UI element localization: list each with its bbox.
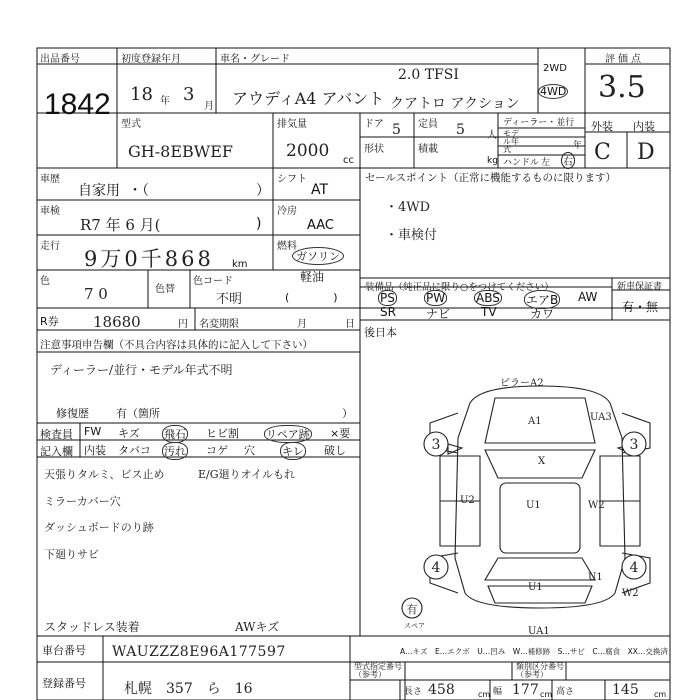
exterior-label: 外装 xyxy=(591,120,613,133)
first-reg-month-unit: 月 xyxy=(204,101,214,112)
model-code-label: 型式 xyxy=(121,119,141,130)
tire-rear-left: 4 xyxy=(431,560,441,576)
grade-top: 2.0 TFSI xyxy=(398,67,459,83)
color-value: 7 0 xyxy=(84,285,108,303)
exterior-grade: C xyxy=(594,140,611,165)
mark-u2: U2 xyxy=(460,495,475,506)
length-value: 458 xyxy=(428,682,455,698)
spec-number-label: 型式指定番号（参考） xyxy=(354,662,402,679)
equip-ps: PS xyxy=(380,291,395,305)
insp-dirt: 汚れ xyxy=(162,442,188,460)
capacity-value: 5 xyxy=(456,122,465,138)
equip-sr: SR xyxy=(380,305,396,319)
tire-rear-right: 4 xyxy=(629,560,639,576)
car-damage-diagram xyxy=(400,368,670,638)
first-reg-label: 初度登録年月 xyxy=(121,54,181,65)
mark-x: X xyxy=(538,456,546,467)
insp-broken: 破し xyxy=(324,444,346,457)
ac-label: 冷房 xyxy=(277,206,297,217)
insp-crack: ヒビ割 xyxy=(206,427,239,440)
repair-close: ） xyxy=(342,407,353,420)
insp-burn: コゲ xyxy=(206,444,228,457)
fuel-other: ( ) xyxy=(285,291,338,304)
interior-label: 内装 xyxy=(633,120,655,133)
vin-label: 車台番号 xyxy=(42,644,86,657)
model-name-label: 車名・グレード xyxy=(220,54,290,65)
doors-value: 5 xyxy=(392,122,401,138)
grade-sub: クアトロ アクション xyxy=(390,96,520,112)
mark-ua3: UA3 xyxy=(590,412,612,423)
doors-label: ドア xyxy=(364,119,384,130)
mileage-unit: km xyxy=(232,259,248,270)
color-code-label: 色コード xyxy=(193,276,233,287)
displacement-unit: cc xyxy=(343,155,354,166)
spare-tire-mark: 有 xyxy=(406,603,418,616)
shaken-value: R7 年 6 月( xyxy=(80,216,161,234)
mark-u1-side: U1 xyxy=(588,572,603,583)
mark-a1: A1 xyxy=(528,416,542,427)
name-change-month: 月 xyxy=(297,319,307,330)
displacement-value: 2000 xyxy=(286,141,330,161)
interior-grade: D xyxy=(637,140,655,165)
load-label: 積載 xyxy=(418,144,438,155)
dealer-label: ディーラー・並行 xyxy=(503,118,575,128)
insp-interior: 内装 xyxy=(84,444,106,457)
insp-scratch: キズ xyxy=(118,427,140,440)
capacity-label: 定員 xyxy=(418,119,438,130)
mark-u1-rear: U1 xyxy=(528,582,543,593)
sales-label: セールスポイント（正常に機能するものに限ります） xyxy=(365,172,617,184)
insp-repair: リペア跡 xyxy=(264,425,312,443)
fuel-label: 燃料 xyxy=(277,241,297,252)
model-code: GH-8EBWEF xyxy=(128,142,233,161)
height-unit: cm xyxy=(654,690,667,699)
vin-value: WAUZZZ8E96A177597 xyxy=(112,644,286,660)
diagram-top-note: ピラーA2 xyxy=(500,378,544,389)
remark-side-2: AWキズ xyxy=(235,620,280,634)
model-year-unit: 年 xyxy=(573,141,583,151)
length-label: 長さ xyxy=(404,687,423,697)
warranty-label: 新車保証書 xyxy=(617,282,663,292)
vehicle-name: アウディA4 アバント xyxy=(232,89,385,108)
sales-point-1: ・4WD xyxy=(385,200,431,215)
history-value: 自家用 xyxy=(78,183,120,199)
remark-side-1: E/G廻りオイルもれ xyxy=(198,468,295,481)
mark-w2-right: W2 xyxy=(588,500,605,511)
capacity-unit: 人 xyxy=(487,130,497,141)
lot-label: 出品番号 xyxy=(40,54,80,65)
shape-label: 形状 xyxy=(364,144,384,155)
remark-3: ダッシュボードのり跡 xyxy=(44,521,154,534)
plate-label: 登録番号 xyxy=(42,677,86,690)
color-change-label: 色替 xyxy=(155,284,175,295)
width-unit: cm xyxy=(540,690,553,699)
equip-aw: AW xyxy=(578,290,598,304)
recycle-unit: 円 xyxy=(178,319,188,330)
mileage-label: 走行 xyxy=(40,241,60,252)
lot-number: 1842 xyxy=(44,88,111,121)
shaken-close: ) xyxy=(256,216,262,232)
height-value: 145 xyxy=(612,682,639,698)
model-year-label: モデル年式 xyxy=(503,129,519,154)
name-change-label: 名変期限 xyxy=(199,319,239,330)
remark-5: スタッドレス装着 xyxy=(44,620,140,634)
remark-4: 下廻りサビ xyxy=(44,548,99,561)
first-reg-month: 3 xyxy=(183,84,195,105)
class-number-label: 類別区分番号（参考） xyxy=(516,662,564,679)
score-value: 3.5 xyxy=(598,70,646,105)
shift-label: シフト xyxy=(277,174,307,185)
entry-label: 記入欄 xyxy=(40,445,73,458)
shift-value: AT xyxy=(311,182,329,198)
insp-hole: 穴 xyxy=(244,444,255,457)
tire-front-left: 3 xyxy=(431,437,441,453)
history-label: 車歴 xyxy=(40,174,60,185)
fuel-diesel: 軽油 xyxy=(300,270,325,284)
spare-label: スペア xyxy=(404,622,425,630)
insp-tear: キレ xyxy=(280,442,306,460)
equip-airbag: エアB xyxy=(524,290,560,309)
width-label: 幅 xyxy=(493,687,503,697)
plate-value: 札幌 357 ら 16 xyxy=(124,681,253,697)
mark-ua1: UA1 xyxy=(528,626,550,637)
equip-tv: TV xyxy=(481,305,497,319)
remark-2: ミラーカバー穴 xyxy=(44,495,121,508)
insp-tobacco: タバコ xyxy=(118,444,151,457)
mileage-value: 9万0千868 xyxy=(84,247,214,271)
color-label: 色 xyxy=(40,276,50,287)
tire-front-right: 3 xyxy=(629,437,639,453)
equip-abs: ABS xyxy=(476,291,500,305)
notes-value: ディーラー/並行・モデル年式不明 xyxy=(50,363,233,377)
handle-left: 左 xyxy=(541,158,551,168)
color-code-value: 不明 xyxy=(216,292,243,307)
recycle-label: R券 xyxy=(40,315,59,328)
damage-legend: A…キズ E…エクボ U…凹み W…補修跡 S…サビ C…腐食 XX…交換済 xyxy=(400,647,668,656)
first-reg-year: 18 xyxy=(130,84,153,105)
width-value: 177 xyxy=(512,682,539,698)
score-label: 評価点 xyxy=(605,54,644,65)
insp-needs: ×要 xyxy=(330,427,351,440)
inspector-label: 検査員 xyxy=(40,428,73,441)
handle-right: 右 xyxy=(561,152,575,169)
equip-leather: カワ xyxy=(530,307,555,321)
notes-label: 注意事項申告欄（不具合内容は具体的に記入して下さい） xyxy=(40,339,313,351)
drive-4wd: 4WD xyxy=(540,85,567,98)
mark-w2-rear: W2 xyxy=(622,588,639,599)
ac-value: AAC xyxy=(307,218,334,233)
fuel-gasoline: ガソリン xyxy=(292,247,344,265)
history-rest: ・（ xyxy=(128,183,149,199)
displacement-label: 排気量 xyxy=(277,119,307,130)
history-close: ） xyxy=(256,183,270,199)
shaken-label: 車検 xyxy=(40,206,60,217)
drive-2wd: 2WD xyxy=(543,63,567,74)
repair-label: 修復歴 xyxy=(56,407,89,420)
length-unit: cm xyxy=(478,690,491,699)
insp-fw: FW xyxy=(84,425,102,438)
owner-label: 後日本 xyxy=(364,326,397,339)
recycle-value: 18680 xyxy=(93,313,141,331)
repair-value: 有（箇所 xyxy=(116,407,160,420)
sales-point-2: ・車検付 xyxy=(385,228,438,243)
height-label: 高さ xyxy=(556,687,575,697)
mark-u1-roof: U1 xyxy=(526,500,541,511)
name-change-day: 日 xyxy=(345,319,355,330)
insp-chip: 飛石 xyxy=(162,425,188,443)
equip-navi: ナビ xyxy=(426,307,451,321)
remark-1: 天張りタルミ、ビス止め xyxy=(44,468,165,481)
equipment-label: 装備品（純正品に限り○をつけてください） xyxy=(365,282,554,293)
handle-label: ハンドル xyxy=(503,158,540,168)
warranty-value: 有・無 xyxy=(622,300,659,314)
first-reg-year-unit: 年 xyxy=(160,96,170,107)
equip-pw: PW xyxy=(426,291,446,305)
load-unit: kg xyxy=(487,156,498,166)
